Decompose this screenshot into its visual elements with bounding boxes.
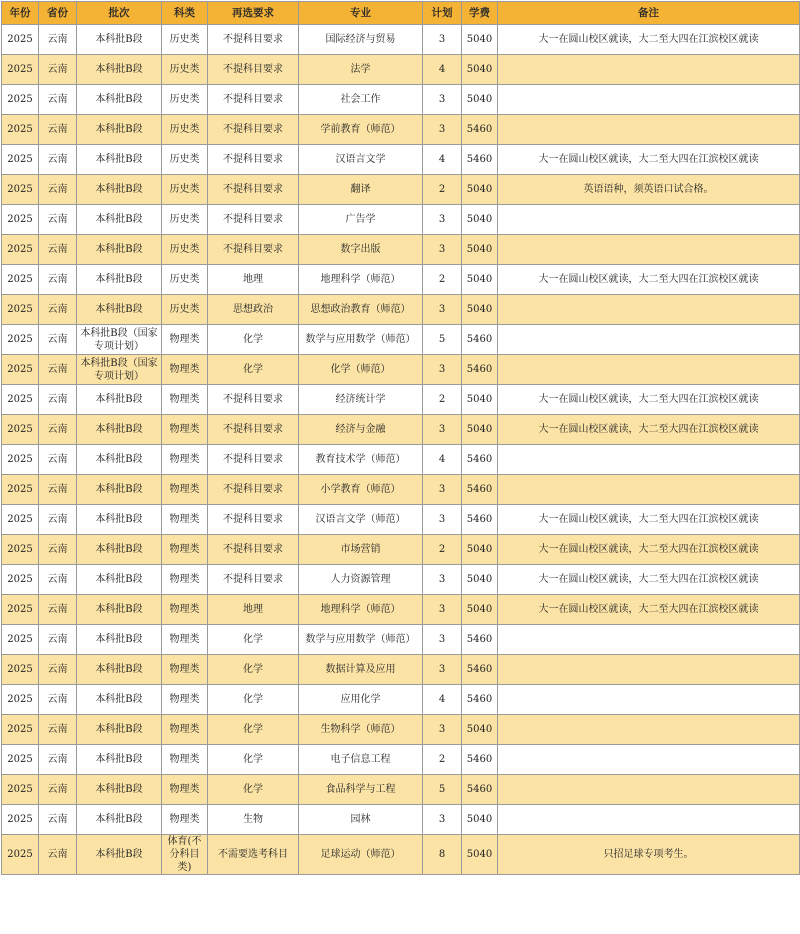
- remarks-cell: [498, 115, 800, 145]
- year-cell: 2025: [2, 445, 39, 475]
- batch-cell: 本科批B段: [77, 505, 162, 535]
- table-row: [2, 175, 800, 205]
- province-cell: 云南: [39, 325, 77, 355]
- plan-cell: 4: [423, 685, 462, 715]
- subject-requirement-cell: 不提科目要求: [208, 475, 299, 505]
- header-plan: 计划: [423, 2, 462, 25]
- header-subject-requirement: 再选要求: [208, 2, 299, 25]
- batch-cell: 本科批B段: [77, 265, 162, 295]
- remarks-cell: [498, 475, 800, 505]
- province-cell: 云南: [39, 715, 77, 745]
- major-cell: 经济统计学: [299, 385, 423, 415]
- category-cell: 历史类: [162, 25, 208, 55]
- table-row: [2, 415, 800, 445]
- subject-requirement-cell: 不提科目要求: [208, 55, 299, 85]
- table-row: [2, 265, 800, 295]
- subject-requirement-cell: 生物: [208, 805, 299, 835]
- year-cell: 2025: [2, 745, 39, 775]
- table-row: [2, 145, 800, 175]
- tuition-cell: 5040: [462, 565, 498, 595]
- remarks-cell: [498, 295, 800, 325]
- tuition-cell: 5460: [462, 775, 498, 805]
- batch-cell: 本科批B段: [77, 415, 162, 445]
- header-remarks: 备注: [498, 2, 800, 25]
- table-row: [2, 775, 800, 805]
- major-cell: 法学: [299, 55, 423, 85]
- table-row: [2, 655, 800, 685]
- remarks-cell: 英语语种，须英语口试合格。: [498, 175, 800, 205]
- major-cell: 广告学: [299, 205, 423, 235]
- subject-requirement-cell: 化学: [208, 745, 299, 775]
- year-cell: 2025: [2, 835, 39, 875]
- batch-cell: 本科批B段: [77, 595, 162, 625]
- subject-requirement-cell: 思想政治: [208, 295, 299, 325]
- batch-cell: 本科批B段: [77, 445, 162, 475]
- year-cell: 2025: [2, 355, 39, 385]
- plan-cell: 3: [423, 715, 462, 745]
- subject-requirement-cell: 地理: [208, 265, 299, 295]
- major-cell: 生物科学（师范）: [299, 715, 423, 745]
- subject-requirement-cell: 不需要选考科目: [208, 835, 299, 875]
- batch-cell: 本科批B段: [77, 715, 162, 745]
- tuition-cell: 5040: [462, 415, 498, 445]
- tuition-cell: 5040: [462, 175, 498, 205]
- subject-requirement-cell: 化学: [208, 715, 299, 745]
- enrollment-plan-table: [1, 1, 800, 875]
- province-cell: 云南: [39, 55, 77, 85]
- remarks-cell: [498, 715, 800, 745]
- remarks-cell: 大一在圆山校区就读，大二至大四在江滨校区就读: [498, 385, 800, 415]
- remarks-cell: [498, 205, 800, 235]
- year-cell: 2025: [2, 205, 39, 235]
- major-cell: 数学与应用数学（师范）: [299, 625, 423, 655]
- plan-cell: 5: [423, 325, 462, 355]
- header-category: 科类: [162, 2, 208, 25]
- plan-cell: 3: [423, 25, 462, 55]
- province-cell: 云南: [39, 145, 77, 175]
- tuition-cell: 5040: [462, 295, 498, 325]
- province-cell: 云南: [39, 835, 77, 875]
- table-row: [2, 25, 800, 55]
- category-cell: 物理类: [162, 445, 208, 475]
- subject-requirement-cell: 不提科目要求: [208, 85, 299, 115]
- province-cell: 云南: [39, 415, 77, 445]
- plan-cell: 3: [423, 295, 462, 325]
- plan-cell: 3: [423, 85, 462, 115]
- batch-cell: 本科批B段: [77, 55, 162, 85]
- remarks-cell: [498, 685, 800, 715]
- category-cell: 物理类: [162, 325, 208, 355]
- major-cell: 经济与金融: [299, 415, 423, 445]
- batch-cell: 本科批B段: [77, 745, 162, 775]
- tuition-cell: 5040: [462, 835, 498, 875]
- remarks-cell: [498, 85, 800, 115]
- plan-cell: 3: [423, 595, 462, 625]
- table-row: [2, 715, 800, 745]
- major-cell: 地理科学（师范）: [299, 265, 423, 295]
- province-cell: 云南: [39, 85, 77, 115]
- subject-requirement-cell: 不提科目要求: [208, 175, 299, 205]
- table-row: [2, 295, 800, 325]
- plan-cell: 4: [423, 55, 462, 85]
- batch-cell: 本科批B段: [77, 685, 162, 715]
- major-cell: 园林: [299, 805, 423, 835]
- major-cell: 汉语言文学: [299, 145, 423, 175]
- tuition-cell: 5040: [462, 55, 498, 85]
- table-body: [2, 25, 800, 875]
- province-cell: 云南: [39, 775, 77, 805]
- remarks-cell: [498, 805, 800, 835]
- major-cell: 电子信息工程: [299, 745, 423, 775]
- province-cell: 云南: [39, 685, 77, 715]
- subject-requirement-cell: 不提科目要求: [208, 505, 299, 535]
- plan-cell: 3: [423, 115, 462, 145]
- subject-requirement-cell: 不提科目要求: [208, 145, 299, 175]
- batch-cell: 本科批B段: [77, 805, 162, 835]
- remarks-cell: [498, 55, 800, 85]
- category-cell: 物理类: [162, 595, 208, 625]
- tuition-cell: 5040: [462, 715, 498, 745]
- year-cell: 2025: [2, 85, 39, 115]
- batch-cell: 本科批B段: [77, 475, 162, 505]
- year-cell: 2025: [2, 235, 39, 265]
- province-cell: 云南: [39, 115, 77, 145]
- batch-cell: 本科批B段（国家专项计划）: [77, 325, 162, 355]
- tuition-cell: 5460: [462, 475, 498, 505]
- remarks-cell: 大一在圆山校区就读，大二至大四在江滨校区就读: [498, 565, 800, 595]
- subject-requirement-cell: 不提科目要求: [208, 385, 299, 415]
- plan-cell: 4: [423, 145, 462, 175]
- major-cell: 学前教育（师范）: [299, 115, 423, 145]
- category-cell: 历史类: [162, 295, 208, 325]
- table-row: [2, 595, 800, 625]
- tuition-cell: 5460: [462, 355, 498, 385]
- major-cell: 思想政治教育（师范）: [299, 295, 423, 325]
- category-cell: 历史类: [162, 265, 208, 295]
- tuition-cell: 5040: [462, 595, 498, 625]
- tuition-cell: 5460: [462, 325, 498, 355]
- year-cell: 2025: [2, 415, 39, 445]
- remarks-cell: 大一在圆山校区就读，大二至大四在江滨校区就读: [498, 415, 800, 445]
- province-cell: 云南: [39, 655, 77, 685]
- subject-requirement-cell: 地理: [208, 595, 299, 625]
- remarks-cell: [498, 625, 800, 655]
- province-cell: 云南: [39, 265, 77, 295]
- remarks-cell: [498, 355, 800, 385]
- year-cell: 2025: [2, 325, 39, 355]
- plan-cell: 3: [423, 805, 462, 835]
- remarks-cell: 只招足球专项考生。: [498, 835, 800, 875]
- table-row: [2, 745, 800, 775]
- subject-requirement-cell: 不提科目要求: [208, 415, 299, 445]
- plan-cell: 4: [423, 445, 462, 475]
- province-cell: 云南: [39, 295, 77, 325]
- tuition-cell: 5460: [462, 655, 498, 685]
- province-cell: 云南: [39, 475, 77, 505]
- tuition-cell: 5460: [462, 685, 498, 715]
- subject-requirement-cell: 不提科目要求: [208, 25, 299, 55]
- plan-cell: 2: [423, 535, 462, 565]
- category-cell: 历史类: [162, 205, 208, 235]
- subject-requirement-cell: 化学: [208, 775, 299, 805]
- tuition-cell: 5460: [462, 745, 498, 775]
- batch-cell: 本科批B段: [77, 565, 162, 595]
- province-cell: 云南: [39, 565, 77, 595]
- category-cell: 物理类: [162, 655, 208, 685]
- major-cell: 化学（师范）: [299, 355, 423, 385]
- plan-cell: 2: [423, 745, 462, 775]
- major-cell: 翻译: [299, 175, 423, 205]
- year-cell: 2025: [2, 775, 39, 805]
- major-cell: 数据计算及应用: [299, 655, 423, 685]
- batch-cell: 本科批B段: [77, 835, 162, 875]
- province-cell: 云南: [39, 625, 77, 655]
- major-cell: 人力资源管理: [299, 565, 423, 595]
- table-row: [2, 325, 800, 355]
- batch-cell: 本科批B段: [77, 295, 162, 325]
- category-cell: 历史类: [162, 115, 208, 145]
- plan-cell: 5: [423, 775, 462, 805]
- year-cell: 2025: [2, 595, 39, 625]
- major-cell: 国际经济与贸易: [299, 25, 423, 55]
- plan-cell: 3: [423, 205, 462, 235]
- table-row: [2, 235, 800, 265]
- plan-cell: 3: [423, 565, 462, 595]
- category-cell: 体育(不分科目类): [162, 835, 208, 875]
- plan-cell: 3: [423, 505, 462, 535]
- plan-cell: 3: [423, 625, 462, 655]
- batch-cell: 本科批B段（国家专项计划）: [77, 355, 162, 385]
- subject-requirement-cell: 不提科目要求: [208, 205, 299, 235]
- year-cell: 2025: [2, 25, 39, 55]
- year-cell: 2025: [2, 805, 39, 835]
- batch-cell: 本科批B段: [77, 385, 162, 415]
- category-cell: 历史类: [162, 85, 208, 115]
- table-row: [2, 355, 800, 385]
- plan-cell: 3: [423, 415, 462, 445]
- plan-cell: 3: [423, 355, 462, 385]
- batch-cell: 本科批B段: [77, 115, 162, 145]
- major-cell: 数字出版: [299, 235, 423, 265]
- category-cell: 物理类: [162, 775, 208, 805]
- batch-cell: 本科批B段: [77, 205, 162, 235]
- year-cell: 2025: [2, 715, 39, 745]
- table-row: [2, 385, 800, 415]
- header-year: 年份: [2, 2, 39, 25]
- subject-requirement-cell: 不提科目要求: [208, 535, 299, 565]
- category-cell: 物理类: [162, 475, 208, 505]
- category-cell: 物理类: [162, 805, 208, 835]
- province-cell: 云南: [39, 445, 77, 475]
- year-cell: 2025: [2, 535, 39, 565]
- batch-cell: 本科批B段: [77, 655, 162, 685]
- batch-cell: 本科批B段: [77, 535, 162, 565]
- plan-cell: 2: [423, 265, 462, 295]
- category-cell: 历史类: [162, 175, 208, 205]
- year-cell: 2025: [2, 385, 39, 415]
- plan-cell: 3: [423, 235, 462, 265]
- header-tuition: 学费: [462, 2, 498, 25]
- subject-requirement-cell: 化学: [208, 325, 299, 355]
- year-cell: 2025: [2, 685, 39, 715]
- remarks-cell: 大一在圆山校区就读，大二至大四在江滨校区就读: [498, 25, 800, 55]
- subject-requirement-cell: 不提科目要求: [208, 235, 299, 265]
- batch-cell: 本科批B段: [77, 145, 162, 175]
- major-cell: 足球运动（师范）: [299, 835, 423, 875]
- year-cell: 2025: [2, 475, 39, 505]
- table-row: [2, 445, 800, 475]
- table-row: [2, 835, 800, 875]
- subject-requirement-cell: 化学: [208, 355, 299, 385]
- header-major: 专业: [299, 2, 423, 25]
- batch-cell: 本科批B段: [77, 85, 162, 115]
- tuition-cell: 5460: [462, 145, 498, 175]
- subject-requirement-cell: 不提科目要求: [208, 445, 299, 475]
- category-cell: 物理类: [162, 685, 208, 715]
- table-row: [2, 535, 800, 565]
- province-cell: 云南: [39, 535, 77, 565]
- batch-cell: 本科批B段: [77, 235, 162, 265]
- tuition-cell: 5040: [462, 385, 498, 415]
- remarks-cell: 大一在圆山校区就读，大二至大四在江滨校区就读: [498, 595, 800, 625]
- major-cell: 应用化学: [299, 685, 423, 715]
- remarks-cell: [498, 745, 800, 775]
- plan-cell: 3: [423, 655, 462, 685]
- category-cell: 物理类: [162, 745, 208, 775]
- batch-cell: 本科批B段: [77, 25, 162, 55]
- province-cell: 云南: [39, 25, 77, 55]
- major-cell: 教育技术学（师范）: [299, 445, 423, 475]
- tuition-cell: 5040: [462, 205, 498, 235]
- tuition-cell: 5460: [462, 115, 498, 145]
- category-cell: 物理类: [162, 535, 208, 565]
- province-cell: 云南: [39, 505, 77, 535]
- major-cell: 食品科学与工程: [299, 775, 423, 805]
- remarks-cell: [498, 655, 800, 685]
- batch-cell: 本科批B段: [77, 775, 162, 805]
- remarks-cell: 大一在圆山校区就读，大二至大四在江滨校区就读: [498, 265, 800, 295]
- table-row: [2, 565, 800, 595]
- remarks-cell: [498, 775, 800, 805]
- year-cell: 2025: [2, 55, 39, 85]
- province-cell: 云南: [39, 595, 77, 625]
- table-row: [2, 55, 800, 85]
- major-cell: 市场营销: [299, 535, 423, 565]
- remarks-cell: 大一在圆山校区就读，大二至大四在江滨校区就读: [498, 535, 800, 565]
- tuition-cell: 5040: [462, 805, 498, 835]
- major-cell: 地理科学（师范）: [299, 595, 423, 625]
- table-row: [2, 205, 800, 235]
- year-cell: 2025: [2, 655, 39, 685]
- province-cell: 云南: [39, 805, 77, 835]
- remarks-cell: [498, 445, 800, 475]
- remarks-cell: 大一在圆山校区就读，大二至大四在江滨校区就读: [498, 505, 800, 535]
- province-cell: 云南: [39, 235, 77, 265]
- category-cell: 物理类: [162, 415, 208, 445]
- tuition-cell: 5460: [462, 445, 498, 475]
- major-cell: 社会工作: [299, 85, 423, 115]
- province-cell: 云南: [39, 385, 77, 415]
- table-row: [2, 115, 800, 145]
- subject-requirement-cell: 不提科目要求: [208, 565, 299, 595]
- header-province: 省份: [39, 2, 77, 25]
- category-cell: 历史类: [162, 235, 208, 265]
- category-cell: 物理类: [162, 505, 208, 535]
- tuition-cell: 5040: [462, 535, 498, 565]
- province-cell: 云南: [39, 205, 77, 235]
- batch-cell: 本科批B段: [77, 625, 162, 655]
- table-row: [2, 625, 800, 655]
- plan-cell: 3: [423, 475, 462, 505]
- remarks-cell: 大一在圆山校区就读，大二至大四在江滨校区就读: [498, 145, 800, 175]
- category-cell: 物理类: [162, 385, 208, 415]
- year-cell: 2025: [2, 175, 39, 205]
- table-row: [2, 85, 800, 115]
- tuition-cell: 5460: [462, 625, 498, 655]
- year-cell: 2025: [2, 565, 39, 595]
- plan-cell: 2: [423, 175, 462, 205]
- tuition-cell: 5040: [462, 85, 498, 115]
- category-cell: 物理类: [162, 355, 208, 385]
- table-row: [2, 805, 800, 835]
- tuition-cell: 5040: [462, 235, 498, 265]
- year-cell: 2025: [2, 625, 39, 655]
- tuition-cell: 5040: [462, 25, 498, 55]
- category-cell: 物理类: [162, 715, 208, 745]
- subject-requirement-cell: 化学: [208, 655, 299, 685]
- year-cell: 2025: [2, 115, 39, 145]
- plan-cell: 2: [423, 385, 462, 415]
- major-cell: 汉语言文学（师范）: [299, 505, 423, 535]
- header-row: [2, 2, 800, 25]
- remarks-cell: [498, 325, 800, 355]
- remarks-cell: [498, 235, 800, 265]
- subject-requirement-cell: 化学: [208, 625, 299, 655]
- table-row: [2, 685, 800, 715]
- tuition-cell: 5460: [462, 505, 498, 535]
- category-cell: 物理类: [162, 625, 208, 655]
- category-cell: 历史类: [162, 55, 208, 85]
- category-cell: 物理类: [162, 565, 208, 595]
- province-cell: 云南: [39, 175, 77, 205]
- major-cell: 小学教育（师范）: [299, 475, 423, 505]
- tuition-cell: 5040: [462, 265, 498, 295]
- year-cell: 2025: [2, 265, 39, 295]
- table-row: [2, 505, 800, 535]
- subject-requirement-cell: 化学: [208, 685, 299, 715]
- province-cell: 云南: [39, 745, 77, 775]
- plan-cell: 8: [423, 835, 462, 875]
- major-cell: 数学与应用数学（师范）: [299, 325, 423, 355]
- header-batch: 批次: [77, 2, 162, 25]
- category-cell: 历史类: [162, 145, 208, 175]
- table-row: [2, 475, 800, 505]
- year-cell: 2025: [2, 145, 39, 175]
- province-cell: 云南: [39, 355, 77, 385]
- batch-cell: 本科批B段: [77, 175, 162, 205]
- subject-requirement-cell: 不提科目要求: [208, 115, 299, 145]
- year-cell: 2025: [2, 505, 39, 535]
- year-cell: 2025: [2, 295, 39, 325]
